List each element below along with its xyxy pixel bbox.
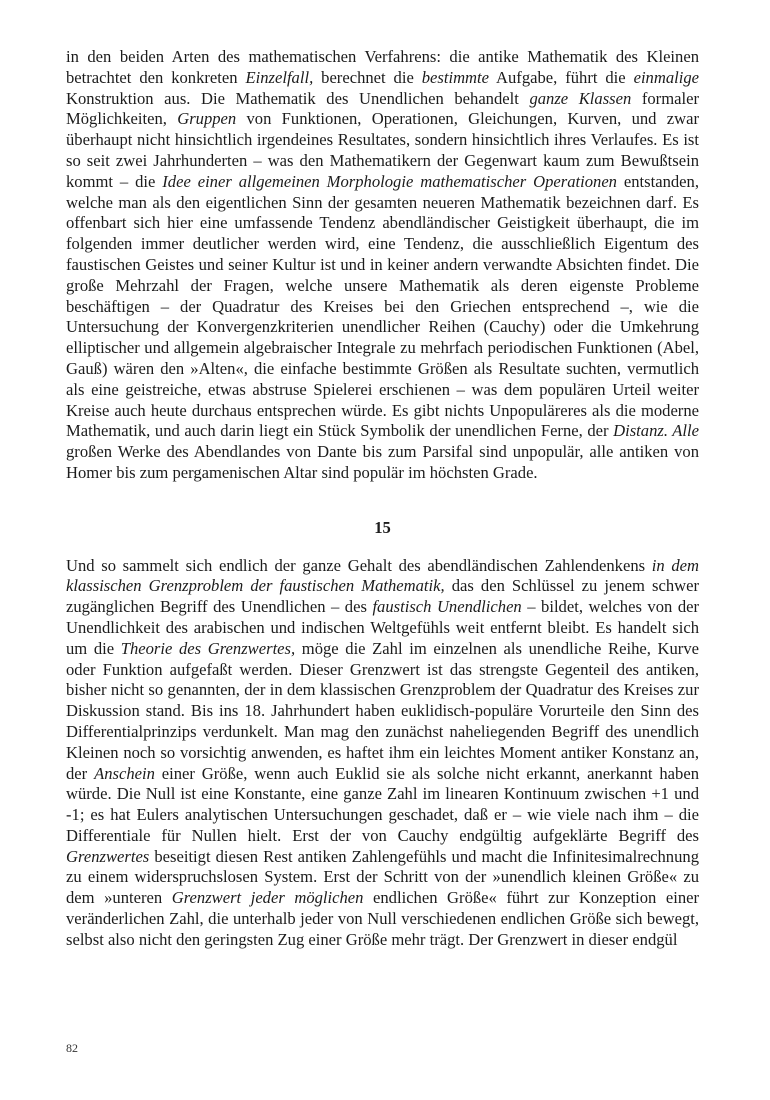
text-run: großen Werke des Abendlandes von Dante bis zum Parsifal sind unpopulär, alle antiken von Homer bis zum pergamenischen Altar sind populär im höchsten Grade.: [66, 442, 699, 482]
text-run: möge die Zahl im einzelnen als unendliche Reihe, Kurve oder Funktion aufgefaßt werden. Dieser Grenzwert ist das strengste Gegenteil des antiken, bisher nicht so genannten, der in dem klassischen Grenzproblem der Quadratur des Kreises zur Diskussion stand. Bis ins 18. Jahrhundert haben euklidisch-populäre Vorurteile den Sinn des Differentialprinzips verdunkelt. Man mag den zunächst naheliegenden Begriff des unendlich Kleinen noch so vorsichtig anwenden, es haftet ihm ein leichtes Moment antiker Konstanz an, der: [66, 638, 699, 783]
italic-run: Theorie des Grenzwertes,: [120, 638, 296, 658]
text-run: beseitigt diesen Rest antiken Zahlengefühls und macht die Infinitesimalrechnung zu einem widerspruchslosen System. Erst der Schritt von der »unendlich kleinen Größe« zu dem »unteren: [66, 846, 699, 908]
italic-run: ganze Klassen: [529, 88, 632, 108]
page-body: [66, 47, 699, 951]
text-run: Konstruktion aus. Die Mathematik des Unendlichen behandelt: [66, 88, 530, 108]
italic-run: Gruppen: [177, 109, 237, 129]
text-run: entstanden, welche man als den eigentlichen Sinn der gesamten neueren Mathematik bezeichnen darf. Es offenbart sich hier eine umfassende Tendenz abendländischer Geistigkeit überhaupt, die im folgenden immer deutlicher werden wird, eine Tendenz, die ausschließlich Eigentum des faustischen Geistes und seiner Kultur ist und in keiner andern verwandte Absichten findet. Die große Mehrzahl der Fragen, welche unsere Mathematik als deren eigenste Probleme beschäftigen – der Quadratur des Kreises bei den Griechen entsprechend –, wie die Untersuchung der Konvergenzkriterien unendlicher Reihen (Cauchy) oder die Umkehrung elliptischer und allgemein algebraischer Integrale zu mehrfach periodischen Funktionen (Abel, Gauß) wären den »Alten«, die einfache bestimmte Größen als Resultate suchten, vermutlich als eine geistreiche, etwas abstruse Spielerei erschienen – was dem populären Urteil weiter Kreise auch heute durchaus entsprechen würde. Es gibt nichts Unpopuläreres als die moderne Mathematik, und auch darin liegt ein Stück Symbolik der unendlichen Ferne, der: [66, 171, 699, 441]
italic-run: Grenzwertes: [66, 846, 150, 866]
italic-run: Anschein: [94, 763, 155, 783]
text-run: Aufgabe, führt die: [489, 67, 634, 87]
text-run: in den beiden Arten des mathematischen Verfahrens: die antike Mathematik des Kleinen betrachtet den konkreten: [66, 47, 699, 87]
text-run: – bildet, welches von der Unendlichkeit des arabischen und indischen Weltgefühls weit entfernt bleibt. Es handelt sich um die: [66, 597, 700, 658]
text-run: von Funktionen, Operationen, Gleichungen, Kurven, und zwar überhaupt nicht hinsichtlich irgendeines Resultates, sondern hinsichtlich ihres Verlaufes. Es ist so seit zwei Jahrhunderten – was den Mathematikern der Gegenwart kaum zum Bewußtsein kommt – die: [66, 109, 699, 191]
italic-run: Distanz. Alle: [613, 421, 699, 441]
italic-run: faustisch Unendlichen: [372, 597, 522, 617]
italic-run: Idee einer allgemeinen Morphologie mathematischer Operationen: [162, 171, 617, 191]
italic-run: in dem klassischen Grenzproblem der faustischen Mathematik,: [66, 555, 700, 596]
text-run: Und so sammelt sich endlich der ganze Gehalt des abendländischen Zahlendenkens: [66, 555, 652, 575]
section-number: 15: [374, 517, 391, 537]
page-number: 82: [66, 1041, 78, 1055]
italic-run: bestimmte: [421, 67, 490, 87]
italic-run: einmalige: [633, 67, 700, 87]
italic-run: Grenzwert jeder möglichen: [171, 888, 364, 908]
paragraph-1: [66, 47, 699, 484]
text-run: endlichen Größe« führt zur Konzeption einer veränderlichen Zahl, die unterhalb jeder von Null verschiedenen endlichen Größe sich bewegt, selbst also nicht den geringsten Zug einer Größe mehr trägt. Der Grenzwert in dieser endgül: [66, 888, 700, 949]
text-run: berechnet die: [313, 67, 422, 87]
text-run: das den Schlüssel zu jenem schwer zugänglichen Begriff des Unendlichen – des: [66, 576, 699, 617]
text-run: formaler Möglichkeiten,: [66, 88, 699, 129]
paragraph-2: [66, 556, 699, 951]
text-run: einer Größe, wenn auch Euklid sie als solche nicht erkannt, anerkannt haben würde. Die Null ist eine Konstante, eine ganze Zahl im linearen Kontinuum zwischen +1 und -1; es hat Eulers analytischen Untersuchungen geschadet, daß er – wie viele nach ihm – die Differentiale für Nullen hielt. Erst der von Cauchy endgültig aufgeklärte Begriff des: [66, 763, 699, 845]
italic-run: Einzelfall,: [245, 67, 314, 87]
